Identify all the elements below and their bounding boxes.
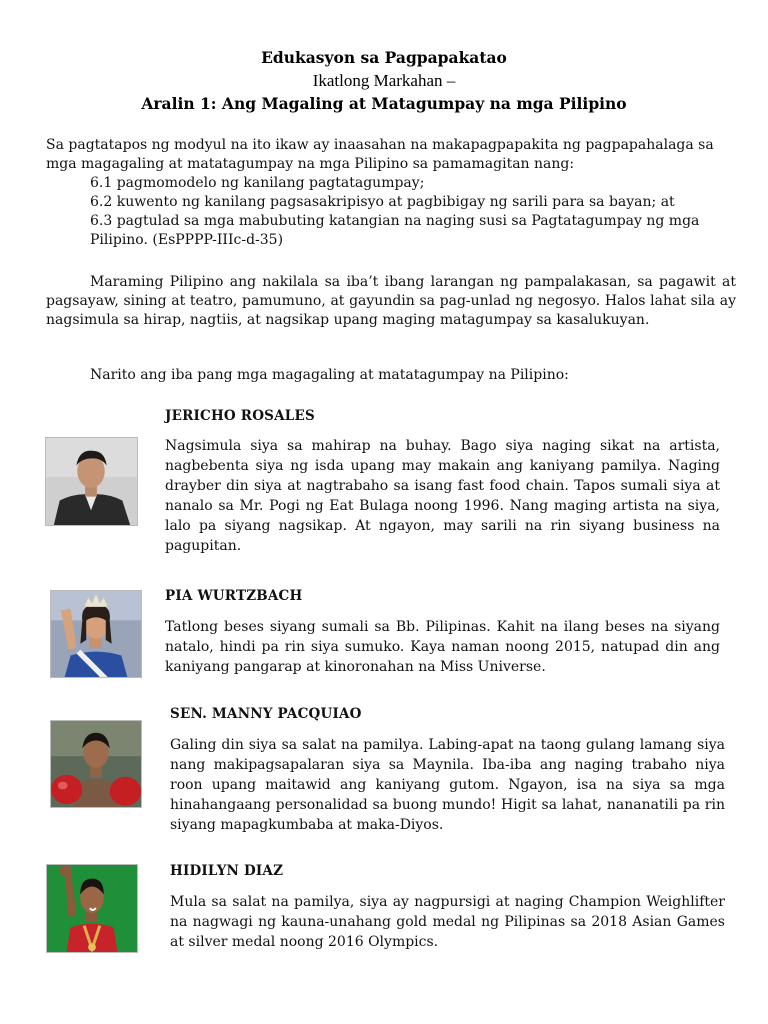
- quarter-subtitle: Ikatlong Markahan –: [312, 71, 456, 90]
- person-bio: Mula sa salat na pamilya, siya ay nagpursigi at naging Champion Weighlifter na nagwagi ng kauna-unahang gold medal ng Pilipinas sa 2018 Asian Games at silver medal noong 2016 Olympics.: [170, 894, 725, 950]
- objective-item: 6.3 pagtulad sa mga mabubuting katangian na naging susi sa Pagtatagumpay ng mga Pilipino. (EsPPPP-IIIc-d-35): [90, 213, 700, 248]
- document-title: Edukasyon sa Pagpapakatao: [261, 48, 507, 67]
- intro-paragraph: Sa pagtatapos ng modyul na ito ikaw ay inaasahan na makapagpapakita ng pagpapahalaga sa mga magagaling at matatagumpay na mga Pilipino sa pamamagitan nang:: [46, 137, 714, 172]
- person-bio: Nagsimula siya sa mahirap na buhay. Bago siya naging sikat na artista, nagbebenta siya ng isda upang may makain ang kaniyang pamilya. Naging drayber din siya at nagtrabaho sa isang fast food chain. Tapos sumali siya at nanalo sa Mr. Pogi ng Eat Bulaga noong 1996. Nang maging artista na siya, lalo pa siyang nagsikap. At ngayon, may sarili na rin siyang business na pagupitan.: [165, 438, 720, 554]
- person-bio: Tatlong beses siyang sumali sa Bb. Pilipinas. Kahit na ilang beses na siyang natalo, hindi pa rin siya sumuko. Kaya naman noong 2015, natupad din ang kaniyang pangarap at kinoronahan na Miss Universe.: [165, 619, 720, 675]
- list-intro-paragraph: Narito ang iba pang mga magagaling at matatagumpay na Pilipino:: [90, 367, 569, 383]
- body-paragraph: Maraming Pilipino ang nakilala sa iba’t ibang larangan ng pampalakasan, sa pagawit at pagsayaw, sining at teatro, pamumuno, at gayundin sa pag-unlad ng negosyo. Halos lahat sila ay nagsimula sa hirap, nagtiis, at nagsikap upang maging matagumpay sa kasalukuyan.: [46, 274, 736, 328]
- objective-item: 6.2 kuwento ng kanilang pagsasakripisyo at pagbibigay ng sarili para sa bayan; at: [90, 194, 675, 210]
- person-bio: Galing din siya sa salat na pamilya. Labing-apat na taong gulang lamang siya nang makipagsapalaran siya sa Maynila. Iba-iba ang naging trabaho niya roon upang maitawid ang kaniyang gutom. Ngayon, isa na siya sa mga hinahangaang personalidad sa buong mundo! Higit sa lahat, nananatili pa rin siyang mapagkumbaba at maka-Diyos.: [170, 737, 725, 833]
- portrait-photo-manny-pacquiao: [50, 720, 142, 808]
- portrait-photo-hidilyn-diaz: [46, 864, 138, 953]
- objective-item: 6.1 pagmomodelo ng kanilang pagtatagumpay;: [90, 175, 425, 191]
- person-name: JERICHO ROSALES: [165, 408, 315, 424]
- portrait-photo-jericho-rosales: [45, 437, 138, 526]
- portrait-photo-pia-wurtzbach: [50, 590, 142, 678]
- person-name: HIDILYN DIAZ: [170, 863, 284, 879]
- lesson-title: Aralin 1: Ang Magaling at Matagumpay na mga Pilipino: [141, 94, 627, 113]
- person-name: SEN. MANNY PACQUIAO: [170, 706, 362, 722]
- person-name: PIA WURTZBACH: [165, 588, 303, 604]
